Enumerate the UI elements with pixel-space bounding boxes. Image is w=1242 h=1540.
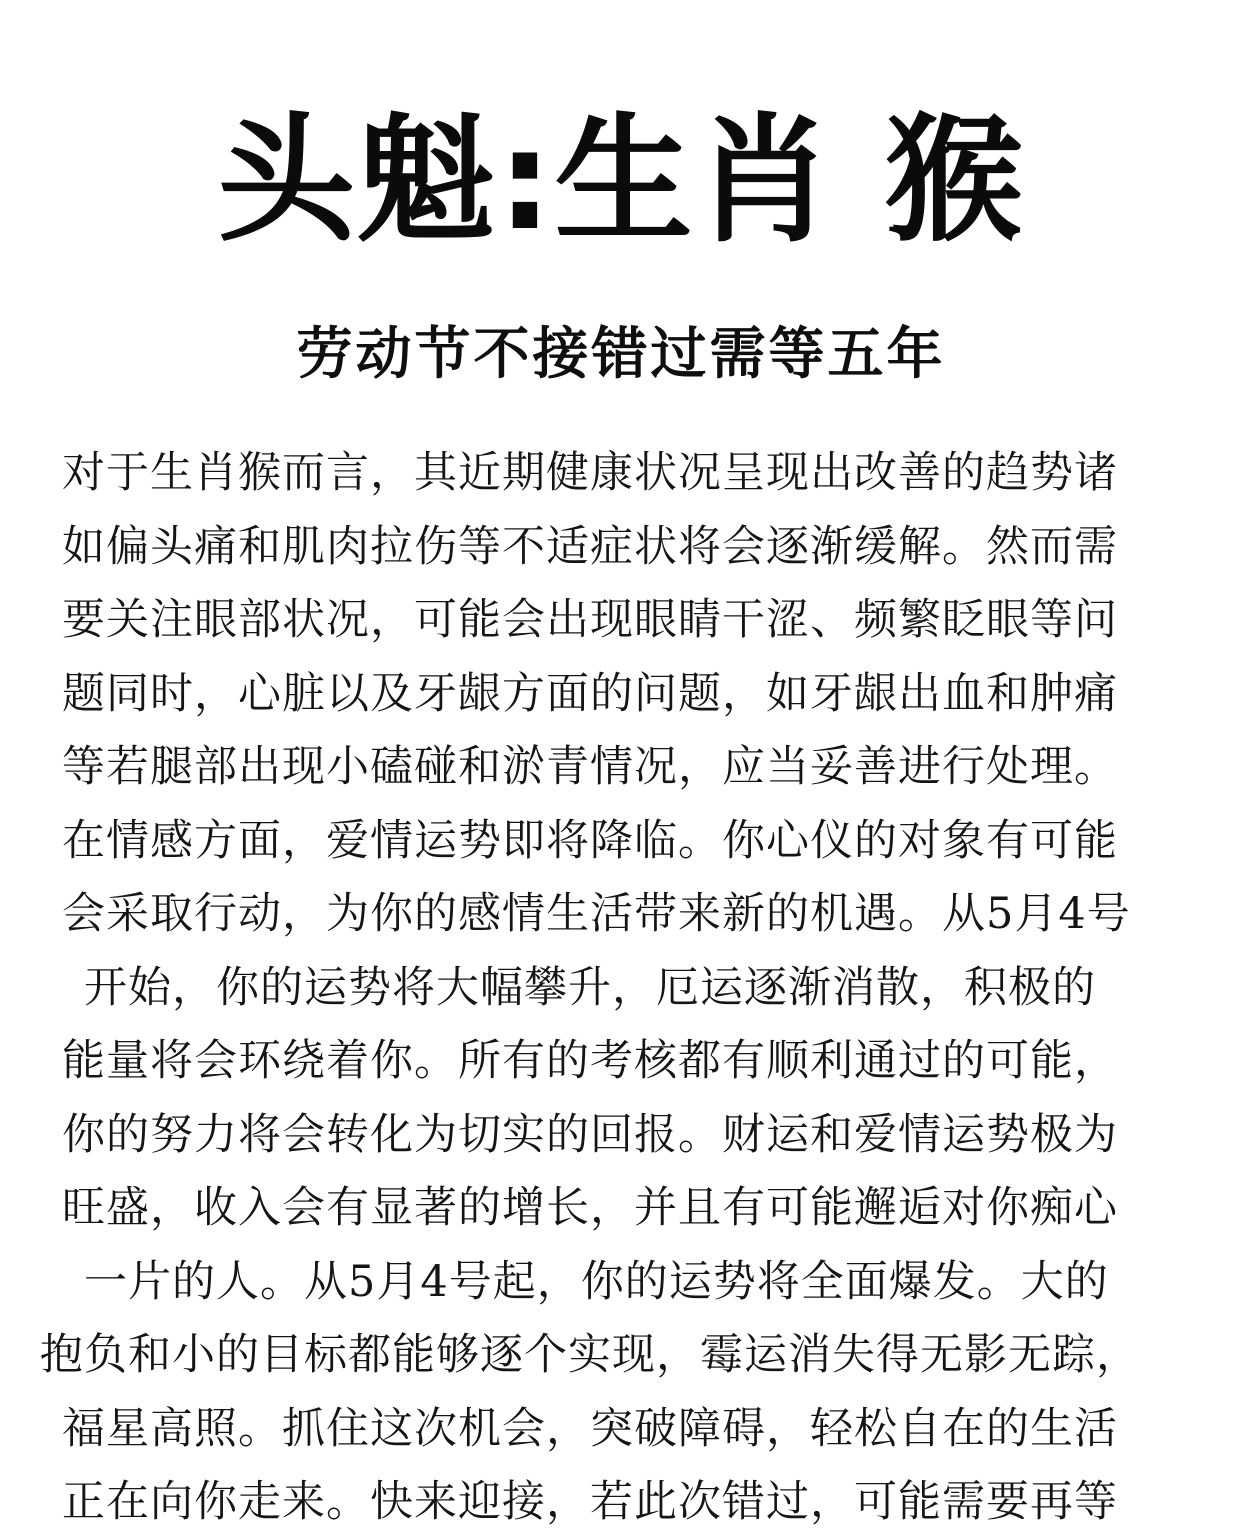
body-line: 如偏头痛和肌肉拉伤等不适症状将会逐渐缓解。然而需 (62, 521, 1118, 572)
article-body (0, 437, 1242, 1540)
body-line: 一片的人。从5月4号起，你的运势将全面爆发。大的 (84, 1256, 1109, 1307)
page-subtitle: 劳动节不接错过需等五年 (296, 321, 946, 387)
body-line: 对于生肖猴而言，其近期健康状况呈现出改善的趋势诸 (62, 448, 1118, 498)
body-line: 正在向你走来。快来迎接，若此次错过，可能需要再等 (62, 1477, 1118, 1527)
page-title: 头魁:生肖 猴 (217, 100, 1025, 261)
body-line: 你的努力将会转化为切实的回报。财运和爱情运势极为 (62, 1109, 1118, 1160)
body-line: 开始，你的运势将大幅攀升，厄运逐渐消散，积极的 (84, 962, 1096, 1013)
body-line: 福星高照。抓住这次机会，突破障碍，轻松自在的生活 (62, 1403, 1118, 1454)
body-line: 要关注眼部状况，可能会出现眼睛干涩、频繁眨眼等问 (62, 595, 1118, 645)
body-line: 等若腿部出现小磕碰和淤青情况，应当妥善进行处理。 (62, 742, 1118, 792)
body-line: 会采取行动，为你的感情生活带来新的机遇。从5月4号 (62, 889, 1131, 939)
body-line: 旺盛，收入会有显著的增长，并且有可能邂逅对你痴心 (62, 1183, 1118, 1233)
body-line: 能量将会环绕着你。所有的考核都有顺利通过的可能， (62, 1036, 1118, 1086)
body-line: 抱负和小的目标都能够逐个实现，霉运消失得无影无踪， (40, 1330, 1140, 1380)
body-line: 在情感方面，爱情运势即将降临。你心仪的对象有可能 (62, 815, 1118, 866)
body-line: 题同时，心脏以及牙龈方面的问题，如牙龈出血和肿痛 (62, 668, 1118, 719)
